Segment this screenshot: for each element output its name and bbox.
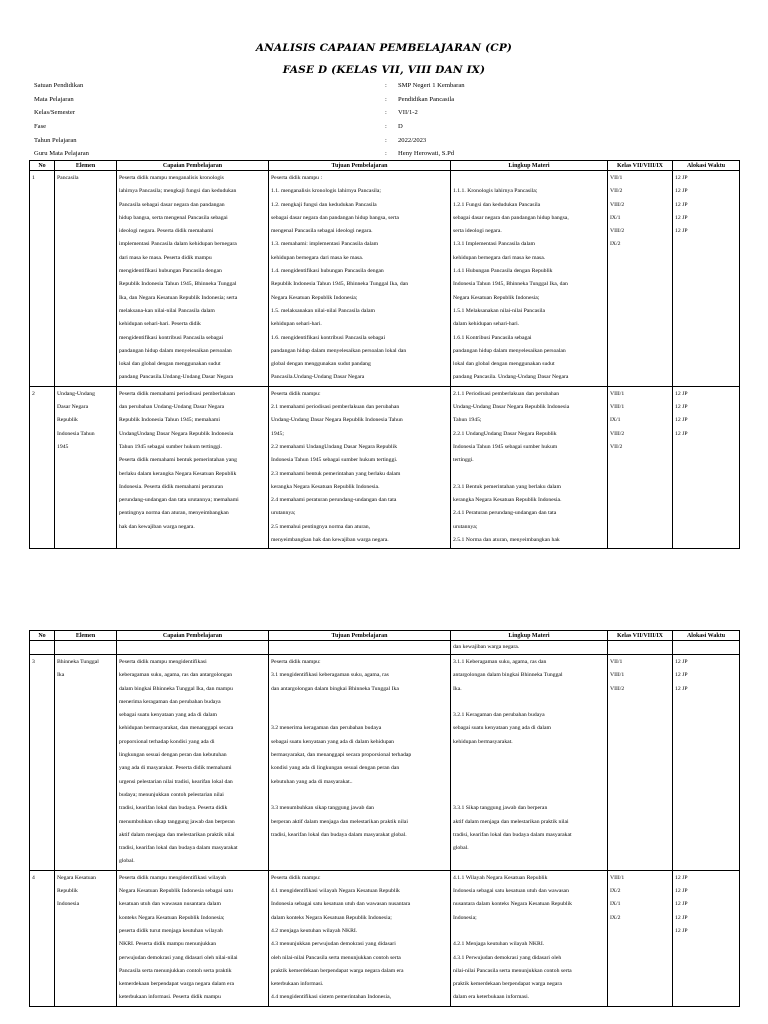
alokasi-cell	[673, 870, 740, 1006]
tujuan-line: 4.1 mengidentifikasi wilayah Negara Kesatuan Republik	[271, 888, 400, 895]
kelas-value: VIII/1	[610, 404, 625, 411]
row-number: 1	[30, 171, 55, 387]
tujuan-line: Undang-Undang Dasar Negara Republik Indonesia Tahun	[271, 417, 403, 424]
alokasi-value: 12 JP	[675, 888, 688, 895]
elemen-line: Negara Kesatuan	[57, 874, 97, 881]
kelas-value: VIII/1	[610, 672, 625, 679]
alokasi-value: 12 JP	[675, 672, 688, 679]
capaian-line: kemerdekaan berpendapat warga negara dalam era	[119, 981, 234, 988]
kelas-value: VIII/2	[610, 201, 625, 208]
lingkup-cell	[451, 655, 608, 871]
header-capaian: Capaian Pembelajaran	[117, 631, 269, 641]
tujuan-line: 2.1 memahami periodisasi pemberlakuan dan perubahan	[271, 404, 400, 411]
capaian-line: lokal dan global dengan menggunakan sudut	[119, 361, 221, 368]
capaian-line: Tahun 1945 sebagai sumber hukum tertinggi.	[119, 443, 222, 450]
capaian-line: Republik Indonesia Tahun 1945, Bhinneka Tunggal	[119, 281, 237, 288]
lingkup-line	[453, 925, 605, 938]
lingkup-line: 3.1.1 Keberagaman suku, agama, ras dan	[453, 659, 547, 665]
lingkup-line: nusantara dalam konteks Negara Kesatuan Republik	[453, 901, 572, 908]
info-colon: :	[385, 136, 387, 144]
alokasi-cell	[673, 171, 740, 387]
alokasi-value: 12 JP	[675, 404, 688, 411]
cp-table-page2	[29, 630, 740, 1007]
capaian-line: global.	[119, 858, 135, 865]
header-no: No	[30, 631, 55, 641]
capaian-line: peserta didik turut menjaga keutuhan wilayah	[119, 927, 223, 934]
info-value: VII/1-2	[398, 109, 418, 117]
lingkup-line: Indonesia Tahun 1945, Bhinneka Tunggal Ika, dan	[453, 281, 568, 288]
tujuan-line: 1.5. melaksanakan nilai-nilai Pancasila dalam	[271, 307, 375, 314]
lingkup-line: sebagai dasar negara dan pandangan hidup bangsa,	[453, 214, 569, 221]
lingkup-line	[453, 172, 605, 185]
capaian-line: perundang-undangan dan tata urutannya; memahami	[119, 497, 239, 504]
lingkup-line	[453, 762, 605, 775]
elemen-line: Dasar Negara	[57, 404, 89, 411]
info-value: Pendidikan Pancasila	[398, 95, 455, 103]
lingkup-cell	[451, 870, 608, 1006]
capaian-line: aktif dalam menjaga dan melestarikan praktik nilai	[119, 831, 235, 838]
tujuan-line	[271, 696, 448, 709]
capaian-cell	[117, 655, 269, 871]
tujuan-line: 1.1. menganalisis kronologis lahirnya Pancasila;	[271, 188, 381, 195]
table-row	[30, 870, 740, 1006]
kelas-value: VIII/2	[610, 685, 625, 692]
elemen-cell	[55, 870, 117, 1006]
lingkup-line: serta ideologi negara.	[453, 228, 502, 235]
capaian-line: lahirnya Pancasila; mengkaji fungsi dan kedudukan	[119, 188, 237, 195]
kelas-cell	[608, 655, 673, 871]
lingkup-line: aktif dalam menjaga dan melestarikan praktik nilai	[453, 818, 569, 825]
capaian-line: Peserta didik memahami periodisasi pemberlakuan	[119, 390, 235, 397]
tujuan-line: 2.4 memahami peraturan perundang-undangan dan tata	[271, 497, 397, 504]
empty-cell	[30, 641, 55, 655]
capaian-line: menumbuhkan sikap tanggung jawab dan berperan	[119, 818, 235, 825]
document-subtitle: FASE D (KELAS VII, VIII DAN IX)	[282, 64, 486, 76]
info-colon: :	[385, 109, 387, 117]
header-kelas: Kelas VII/VIII/IX	[608, 161, 673, 171]
empty-cell	[269, 641, 451, 655]
lingkup-cell	[451, 171, 608, 387]
capaian-line: ideologi negara. Peserta didik memahami	[119, 228, 214, 235]
capaian-line: proporsional terhadap kondisi yang ada di	[119, 738, 215, 745]
kelas-value: IX/1	[610, 417, 621, 424]
header-alokasi: Alokasi Waktu	[673, 631, 740, 641]
lingkup-line: 2.1.1 Periodisasi pemberlakuan dan perubahan	[453, 390, 560, 397]
lingkup-line	[453, 789, 605, 802]
tujuan-cell	[269, 655, 451, 871]
alokasi-value: 12 JP	[675, 188, 688, 195]
empty-cell	[117, 641, 269, 655]
alokasi-value: 12 JP	[675, 874, 688, 881]
capaian-line: hak dan kewajiban warga negara.	[119, 523, 195, 530]
alokasi-value: 12 JP	[675, 659, 688, 665]
capaian-line: UndangUndang Dasar Negara Republik Indonesia	[119, 430, 234, 437]
tujuan-line: Indonesia sebagai satu kesatuan utuh dan wawasan nusantara	[271, 901, 411, 908]
tujuan-line: 2.5 memahui pentingnya norma dan aturan,	[271, 523, 371, 530]
lingkup-line	[453, 749, 605, 762]
header-lingkup: Lingkup Materi	[451, 631, 608, 641]
kelas-value: VIII/2	[610, 430, 625, 437]
lingkup-line: nilai-nilai Pancasila serta menunjukkan contoh serta	[453, 967, 572, 974]
kelas-value: IX/1	[610, 901, 621, 908]
alokasi-cell	[673, 386, 740, 549]
lingkup-line: 1.3.1 Implementasi Pancasila dalam	[453, 241, 535, 248]
lingkup-line: praktik kemerdekaan berpendapat warga negara	[453, 981, 562, 988]
info-row	[34, 109, 734, 123]
table-row	[30, 386, 740, 549]
tujuan-line: 3.3 menumbuhkan sikap tanggung jawab dan	[271, 805, 374, 812]
info-colon: :	[385, 150, 387, 158]
header-tujuan: Tujuan Pembelajaran	[269, 631, 451, 641]
capaian-line: kehidupan bermasyarakat, dan menanggapi secara	[119, 725, 234, 732]
info-colon: :	[385, 123, 387, 131]
tujuan-line: pandangan hidup dalam menyelesaikan persoalan lokal dan	[271, 347, 407, 354]
header-tujuan: Tujuan Pembelajaran	[269, 161, 451, 171]
lingkup-line: dalam kehidupan sehari-hari.	[453, 321, 520, 328]
lingkup-line: kehidupan bermasyarakat.	[453, 738, 513, 745]
lingkup-line: 4.3.1 Perwujudan demokrasi yang didasari oleh	[453, 954, 562, 961]
capaian-line: keterbukaan informasi. Peserta didik mampu	[119, 994, 221, 1001]
alokasi-value: 12 JP	[675, 228, 688, 235]
elemen-line: Indonesia	[57, 901, 80, 908]
lingkup-line: kehidupan bernegara dari masa ke masa.	[453, 254, 546, 261]
lingkup-line: urutannya;	[453, 523, 478, 530]
info-label: Guru Mata Pelajaran	[34, 150, 89, 158]
lingkup-line: kerangka Negara Kesatuan Republik Indonesia.	[453, 497, 562, 504]
info-row	[34, 137, 734, 151]
cp-table-page1	[29, 160, 740, 549]
kelas-value: VIII/2	[610, 228, 625, 235]
info-value: SMP Negeri 1 Kembaran	[398, 82, 465, 89]
lingkup-line: 4.1.1 Wilayah Negara Kesatuan Republik	[453, 874, 548, 881]
tujuan-line: kehidupan sehari-hari.	[271, 321, 322, 328]
capaian-line: yang ada di masyarakat. Peserta didik memahami	[119, 765, 232, 772]
tujuan-cell	[269, 171, 451, 387]
identity-section	[34, 82, 734, 164]
row-number: 4	[30, 870, 55, 1006]
tujuan-line: Peserta didik mampu:	[271, 874, 321, 881]
lingkup-line: sebagai suatu kenyataan yang ada di dalam	[453, 725, 551, 732]
alokasi-value: 12 JP	[675, 214, 688, 221]
capaian-line: kehidupan sehari-hari. Peserta didik	[119, 321, 201, 328]
capaian-line: keberagaman suku, agama, ras dan antargolongan	[119, 672, 233, 679]
info-label: Kelas/Semester	[34, 109, 76, 117]
row-number: 2	[30, 386, 55, 549]
tujuan-line: kerangka Negara Kesatuan Republik Indonesia.	[271, 483, 380, 490]
tujuan-line: 3.1 mengidentifikasi keberagaman suku, agama, ras	[271, 672, 389, 679]
capaian-cell	[117, 386, 269, 549]
info-label: Mata Pelajaran	[34, 95, 74, 103]
tujuan-line: berperan aktif dalam menjaga dan melestarikan praktik nilai	[271, 818, 408, 825]
alokasi-value: 12 JP	[675, 430, 688, 437]
capaian-line: dan perubahan Undang-Undang Dasar Negara	[119, 404, 225, 411]
row-number: 3	[30, 655, 55, 871]
kelas-value: VII/1	[610, 175, 623, 181]
lingkup-line: 2.4.1 Peraturan perundang-undangan dan tata	[453, 510, 557, 517]
capaian-line: NKRI. Peserta didik mampu menunjukkan	[119, 941, 217, 948]
capaian-line: kesatuan utuh dan wawasan nusantara dalam	[119, 901, 221, 908]
header-kelas: Kelas VII/VIII/IX	[608, 631, 673, 641]
capaian-line: dalam bingkai Bhinneka Tunggal Ika, dan mampu	[119, 685, 233, 692]
alokasi-value: 12 JP	[675, 201, 688, 208]
info-row	[34, 82, 734, 96]
lingkup-line: 2.3.1 Bentuk pemerintahan yang berlaku dalam	[453, 483, 561, 490]
alokasi-value: 12 JP	[675, 914, 688, 921]
capaian-line: Peserta didik mampu mengidentifikasi wilayah	[119, 874, 227, 881]
lingkup-line: antargolongan dalam bingkai Bhinneka Tunggal	[453, 672, 563, 679]
info-value: D	[398, 123, 403, 131]
table-row	[30, 171, 740, 387]
lingkup-line: tradisi, kearifan lokal dan budaya dalam masyarakat	[453, 831, 572, 838]
capaian-line: konteks Negara Kesatuan Republik Indonesia;	[119, 914, 225, 921]
kelas-cell	[608, 386, 673, 549]
capaian-cell	[117, 171, 269, 387]
tujuan-line: 4.4 mengidentifikasi sistem pemerintahan Indonesia,	[271, 994, 392, 1001]
lingkup-line: Ika.	[453, 685, 462, 692]
capaian-line: pentingnya norma dan aturan, menyeimbangkan	[119, 510, 229, 517]
tujuan-line: urutannya;	[271, 510, 296, 517]
tujuan-line: kebutuhan yang ada di masyarakat..	[271, 778, 353, 785]
capaian-line: melaksana-kan nilai-nilai Pancasila dalam	[119, 307, 215, 314]
capaian-line: Indonesia. Peserta didik memahami peraturan	[119, 483, 224, 490]
tujuan-line: kondisi yang ada di lingkungan sesuai dengan peran dan	[271, 765, 400, 772]
alokasi-value: 12 JP	[675, 901, 688, 908]
capaian-line: hidup bangsa, serta mengenal Pancasila sebagai	[119, 214, 228, 221]
continuation-text: dan kewajiban warga negara.	[451, 641, 608, 655]
capaian-line: lingkungan sesuai dengan peran dan kebutuhan	[119, 752, 227, 759]
alokasi-value: 12 JP	[675, 417, 688, 424]
tujuan-line: 2.3 memahami bentuk pemerintahan yang berlaku dalam	[271, 470, 401, 477]
capaian-line: mengidentifikasi kontribusi Pancasila sebagai	[119, 334, 224, 341]
lingkup-line: 3.3.1 Sikap tanggung jawab dan berperan	[453, 805, 548, 812]
tujuan-line: 1.2. mengkaji fungsi dan kedudukan Pancasila	[271, 201, 377, 208]
kelas-value: VIII/1	[610, 390, 625, 397]
lingkup-line: 2.5.1 Norma dan aturan, menyeimbangkan hak	[453, 537, 560, 544]
capaian-line: Negara Kesatuan Republik Indonesia sebagai satu	[119, 888, 233, 895]
tujuan-line: 4.3 menunjukkan perwujudan demokrasi yang didasari	[271, 941, 396, 948]
capaian-line: Ika, dan Negara Kesatuan Republik Indonesia; serta	[119, 294, 238, 301]
elemen-cell	[55, 386, 117, 549]
elemen-line: 1945	[57, 443, 69, 450]
header-alokasi: Alokasi Waktu	[673, 161, 740, 171]
tujuan-line: 4.2 menjaga keutuhan wilayah NKRI.	[271, 927, 358, 934]
alokasi-value: 12 JP	[675, 390, 688, 397]
lingkup-line: 1.4.1 Hubungan Pancasila dengan Republik	[453, 268, 553, 275]
lingkup-line	[453, 468, 605, 481]
lingkup-line: 1.2.1 Fungsi dan kedudukan Pancasila	[453, 201, 541, 208]
capaian-line: sebagai suatu kenyataan yang ada di dalam	[119, 712, 217, 719]
info-label: Satuan Pendidikan	[34, 82, 84, 89]
lingkup-line: 1.5.1 Melaksanakan nilai-nilai Pancasila	[453, 307, 546, 314]
tujuan-line: oleh nilai-nilai Pancasila serta menunjukkan contoh serta	[271, 954, 401, 961]
tujuan-line: Peserta didik mampu:	[271, 390, 321, 397]
capaian-line: implementasi Pancasila dalam kehidupan bernegara	[119, 241, 237, 248]
tujuan-line: bermasyarakat, dan menanggapi secara proporsional terhadap	[271, 752, 412, 759]
lingkup-line: 1.6.1 Kontribusi Pancasila sebagai	[453, 334, 532, 341]
lingkup-line: global.	[453, 845, 469, 852]
elemen-cell	[55, 655, 117, 871]
kelas-value: IX/1	[610, 214, 621, 221]
document-title: ANALISIS CAPAIAN PEMBELAJARAN (CP)	[255, 42, 513, 54]
capaian-line: urgensi pelestarian nilai tradisi, kearifan lokal dan	[119, 778, 233, 785]
tujuan-line: keterbukaan informasi.	[271, 981, 324, 988]
tujuan-line: praktik kemerdekaan berpendapat warga negara dalam era	[271, 967, 404, 974]
header-lingkup: Lingkup Materi	[451, 161, 608, 171]
alokasi-value: 12 JP	[675, 927, 688, 934]
capaian-line: pandangan hidup dalam menyelesaikan persoalan	[119, 347, 232, 354]
capaian-line: tradisi, kearifan lokal dan budaya dalam masyarakat	[119, 845, 238, 852]
capaian-line: menerima keragaman dan perubahan budaya	[119, 698, 221, 705]
alokasi-value: 12 JP	[675, 685, 688, 692]
capaian-line: mengidentifikasi hubungan Pancasila dengan	[119, 268, 222, 275]
tujuan-line: 1.6. mengidentifikasi kontribusi Pancasila sebagai	[271, 334, 386, 341]
info-value: 2022/2023	[398, 136, 427, 144]
capaian-line: Pancasila sebagai dasar negara dan pandangan	[119, 201, 225, 208]
capaian-line: Peserta didik mampu menganalisis kronologis	[119, 175, 224, 181]
tujuan-line: Peserta didik mampu :	[271, 175, 323, 181]
lingkup-line: dalam era keterbukaan informasi.	[453, 994, 530, 1001]
capaian-line: Republik Indonesia Tahun 1945; memahami	[119, 417, 220, 424]
info-row	[34, 123, 734, 137]
tujuan-line: sebagai suatu kenyataan yang ada di dalam kehidupan	[271, 738, 395, 745]
capaian-line: dari masa ke masa. Peserta didik mampu	[119, 254, 212, 261]
lingkup-line: Tahun 1945;	[453, 417, 482, 424]
tujuan-line: Peserta didik mampu:	[271, 659, 321, 665]
kelas-value: VIII/1	[610, 874, 625, 881]
tujuan-line: dalam konteks Negara Kesatuan Republik Indonesia;	[271, 914, 392, 921]
lingkup-line: Undang-Undang Dasar Negara Republik Indonesia	[453, 404, 570, 411]
elemen-line: Ika	[57, 672, 65, 679]
header-elemen: Elemen	[55, 161, 117, 171]
capaian-line: Peserta didik memahami bentuk pemerintahan yang	[119, 457, 237, 464]
empty-cell	[55, 641, 117, 655]
capaian-line: Pancasila serta menunjukkan contoh serta praktik	[119, 967, 232, 974]
lingkup-line	[453, 776, 605, 789]
lingkup-line: pandang Pancasila. Undang-Undang Dasar Negara	[453, 374, 569, 381]
elemen-line: Bhinneka Tunggal	[57, 659, 99, 665]
capaian-line: perwujudan demokrasi yang didasari oleh nilai-nilai	[119, 954, 238, 961]
tujuan-line: tradisi, kearifan lokal dan budaya dalam masyarakat global.	[271, 831, 407, 838]
tujuan-line: global dengan menggunakan sudut pandang	[271, 361, 371, 368]
tujuan-line: 1.4. mengidentifikasi hubungan Pancasila dengan	[271, 268, 384, 275]
header-no: No	[30, 161, 55, 171]
elemen-cell	[55, 171, 117, 387]
tujuan-line: Pancasila.Undang-Undang Dasar Negara	[271, 374, 365, 381]
lingkup-line: Indonesia;	[453, 914, 477, 921]
lingkup-line	[453, 696, 605, 709]
header-elemen: Elemen	[55, 631, 117, 641]
table-header-row	[30, 631, 740, 641]
kelas-value: VII/2	[610, 188, 623, 195]
kelas-cell	[608, 171, 673, 387]
tujuan-line: 2.2 memahami UndangUndang Dasar Negara Republik	[271, 443, 398, 450]
info-value: Heny Herowati, S.Pd	[398, 150, 455, 158]
lingkup-cell	[451, 386, 608, 549]
capaian-cell	[117, 870, 269, 1006]
table-row	[30, 655, 740, 871]
lingkup-line: Indonesia sebagai satu kesatuan utuh dan wawasan	[453, 888, 569, 895]
elemen-line: Pancasila	[57, 175, 79, 181]
kelas-value: IX/2	[610, 241, 621, 248]
tujuan-line: Negara Kesatuan Republik Indonesia;	[271, 294, 358, 301]
tujuan-line: dan antargolongan dalam bingkai Bhinneka Tunggal Ika	[271, 685, 399, 692]
tujuan-cell	[269, 386, 451, 549]
tujuan-cell	[269, 870, 451, 1006]
tujuan-line: mengenal Pancasila sebagai ideologi negara.	[271, 228, 373, 235]
lingkup-line: 4.2.1 Menjaga keutuhan wilayah NKRI.	[453, 941, 545, 948]
lingkup-line: lokal dan global dengan menggunakan sudut	[453, 361, 555, 368]
capaian-line: berlaku dalam kerangka Negara Kesatuan Republik	[119, 470, 237, 477]
elemen-line: Republik	[57, 888, 78, 895]
lingkup-line: Negara Kesatuan Republik Indonesia;	[453, 294, 540, 301]
tujuan-line: 1945;	[271, 430, 284, 437]
kelas-value: IX/2	[610, 888, 621, 895]
info-label: Fase	[34, 123, 47, 131]
empty-cell	[608, 641, 673, 655]
kelas-value: VII/2	[610, 443, 623, 450]
tujuan-line: sebagai dasar negara dan pandangan hidup bangsa, serta	[271, 214, 399, 221]
header-capaian: Capaian Pembelajaran	[117, 161, 269, 171]
empty-cell	[673, 641, 740, 655]
lingkup-line: pandangan hidup dalam menyelesaikan persoalan	[453, 347, 566, 354]
elemen-line: Undang-Undang	[57, 390, 95, 397]
capaian-line: Peserta didik mampu mengidentifikasi	[119, 659, 207, 665]
info-row	[34, 96, 734, 110]
tujuan-line: Indonesia Tahun 1945 sebagai sumber hukum tertinggi.	[271, 457, 398, 464]
capaian-line: tradisi, kearifan lokal dan budaya. Peserta didik	[119, 805, 228, 812]
info-colon: :	[385, 82, 387, 89]
tujuan-line: kehidupan bernegara dari masa ke masa.	[271, 254, 364, 261]
kelas-value: IX/2	[610, 914, 621, 921]
tujuan-line: menyeimbangkan hak dan kewajiban warga negara.	[271, 537, 389, 544]
continuation-row	[30, 641, 740, 655]
table-header-row	[30, 161, 740, 171]
info-colon: :	[385, 95, 387, 103]
tujuan-line	[271, 789, 448, 802]
tujuan-line: 1.3. memahami: implementasi Pancasila dalam	[271, 241, 379, 248]
tujuan-line: 3.2 menerima keragaman dan perubahan budaya	[271, 725, 382, 732]
alokasi-cell	[673, 655, 740, 871]
tujuan-line	[271, 709, 448, 722]
info-label: Tahun Pelajaran	[34, 136, 77, 144]
lingkup-line: tertinggi.	[453, 457, 474, 464]
capaian-line: pandang Pancasila.Undang-Undang Dasar Negara	[119, 374, 234, 381]
lingkup-line: 1.1.1. Kronologis lahirnya Pancasila;	[453, 188, 538, 195]
capaian-line: budaya; menunjukkan contoh pelestarian nilai	[119, 791, 224, 798]
lingkup-line: 2.2.1 UndangUndang Dasar Negara Republik	[453, 430, 557, 437]
elemen-line: Indonesia Tahun	[57, 430, 95, 437]
elemen-line: Republik	[57, 417, 78, 424]
kelas-cell	[608, 870, 673, 1006]
lingkup-line: Indonesia Tahun 1945 sebagai sumber hukum	[453, 443, 558, 450]
alokasi-value: 12 JP	[675, 175, 688, 181]
lingkup-line: 3.2.1 Keragaman dan perubahan budaya	[453, 712, 545, 719]
kelas-value: VII/1	[610, 659, 623, 665]
tujuan-line: Republik Indonesia Tahun 1945, Bhinneka Tunggal Ika, dan	[271, 281, 409, 288]
